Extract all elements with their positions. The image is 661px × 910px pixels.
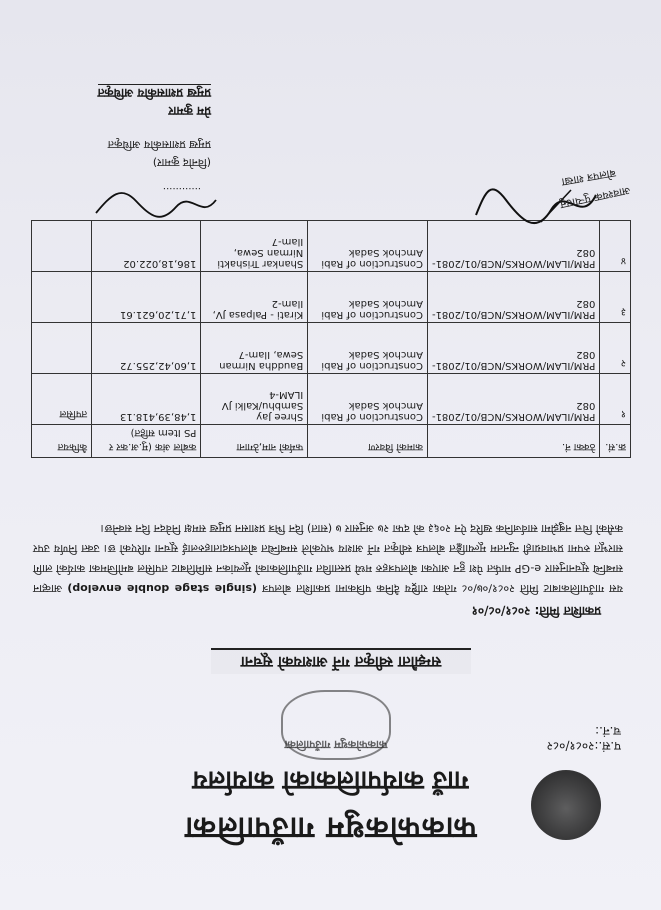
- cell-remark: [32, 323, 92, 374]
- cell-remark: [32, 221, 92, 272]
- table-row: [32, 272, 631, 323]
- notice-body-envelope: (single stage double envelop): [67, 582, 257, 595]
- handwritten-note-1: आवश्यक पुर्‍याउनु: [559, 183, 632, 212]
- cell-amount: 1,48,39,418.13: [92, 374, 201, 425]
- stamp-text: फाकफोकथुम गाउँपालिका: [284, 738, 388, 751]
- officer-post-bold: प्रमुख प्रशासकीय अधिकृत: [97, 86, 211, 100]
- cell-contract-no: PRM/ILAM/WORKS/NCB/01/2081-082: [427, 323, 599, 374]
- table-row: [32, 323, 631, 374]
- notice-title: सम्झौता स्वीकृत गर्ने आशयको सूचना: [211, 648, 471, 674]
- cell-remark: तपसिल: [32, 374, 92, 425]
- table-header-row: [32, 425, 631, 458]
- officer-post: प्रमुख प्रशासकीय अधिकृत: [107, 138, 211, 151]
- header-firm: फर्मको नाम,ठेगाना: [201, 425, 308, 458]
- publish-date: प्रकाशित मिति: २०८१/०८/०१: [471, 604, 601, 618]
- notice-body-part1: यस गाउँपालिकाबाट मिति २०८१/०७/०८ गतेका राष्ट्रिय दैनिक पत्रिकामा प्रकाशित बोलपत्र: [262, 582, 623, 595]
- cell-amount: 1,71,20,621.61: [92, 272, 201, 323]
- header-remark: कैफियत: [32, 425, 92, 458]
- cell-sn: २: [600, 323, 631, 374]
- table-row: [32, 374, 631, 425]
- office-name: फाकफोकथुम गाउँपालिका: [184, 810, 477, 845]
- office-stamp: [281, 690, 391, 760]
- cell-sn: ३: [600, 272, 631, 323]
- dispatch-number: च.नं.:: [595, 724, 621, 738]
- header-amount: कबोल अंक (मु.अ.कर र PS Item सहित): [92, 425, 201, 458]
- cell-remark: [32, 272, 92, 323]
- header-description: कामको विवरण: [308, 425, 428, 458]
- officer-name-bold: प्रेम कुमार: [168, 104, 211, 118]
- header-contract-no: ठेक्का नं.: [427, 425, 599, 458]
- signature-dots: ............: [162, 185, 201, 196]
- office-subtitle: गाउँ कार्यपालिकाको कार्यालय: [192, 765, 469, 795]
- cell-contract-no: PRM/ILAM/WORKS/NCB/01/2081-082: [427, 374, 599, 425]
- cell-amount: 1,60,42,255.72: [92, 323, 201, 374]
- notice-body: [33, 518, 623, 598]
- cell-firm: Kirati - Palpasa JV, Ilam-2: [201, 272, 308, 323]
- cell-contract-no: PRM/ILAM/WORKS/NCB/01/2081-082: [427, 221, 599, 272]
- cell-sn: १: [600, 374, 631, 425]
- header-sn: क्र.सं.: [600, 425, 631, 458]
- handwritten-note-2: बोलपत्र शाखा: [560, 166, 617, 189]
- cell-description: Construction of Rabi Amchok Sadak: [308, 221, 428, 272]
- cell-description: Construction of Rabi Amchok Sadak: [308, 272, 428, 323]
- cell-firm: Bauddha Nirman Sewa, Ilam-7: [201, 323, 308, 374]
- officer-name: (विनोद कुमार): [152, 156, 211, 169]
- cell-sn: ४: [600, 221, 631, 272]
- cell-firm: Shree Jay Sambhu/Kalki JV ILAM-4: [201, 374, 308, 425]
- tender-table: [31, 220, 631, 458]
- cell-contract-no: PRM/ILAM/WORKS/NCB/01/2081-082: [427, 272, 599, 323]
- signature-left: [91, 185, 221, 225]
- reference-number: प.सं.:२०८१/०८२: [546, 739, 621, 753]
- cell-description: Construction of Rabi Amchok Sadak: [308, 374, 428, 425]
- notice-body-part2: आव्हान सम्बन्धि सूचनानुसार e-GP मार्फत पेश हुन आएका बोलपत्रहरु मध्ये प्रस्तावित गाउँपालिकाको मूल्यांकन समितिबाट तपसिल बमोजिमका कार्यको लागि सारभूत रुपमा प्रभावग्राही न्युनतम मूल्याङ्कित बोलपत्र स्वीकृत गर्ने आशय भएकोले सम्बन्धित बोलपत्रदाताहरुलाई सूचना गरिएको छ। उक्त निर्णय उपर कसैको चित्त नबुझेमा सार्वजनिक खरिद ऐन २०६३ को दफा २७ अनुसार ७ (सात) दिन भित्र प्रशासन प्रमुख समक्ष निवेदन दिन सक्नेछ।: [32, 522, 623, 595]
- cell-description: Construction of Rabi Amchok Sadak: [308, 323, 428, 374]
- cell-amount: 186,18,022.02: [92, 221, 201, 272]
- cell-firm: Shankar Trishakti Nirman Sewa, Ilam-7: [201, 221, 308, 272]
